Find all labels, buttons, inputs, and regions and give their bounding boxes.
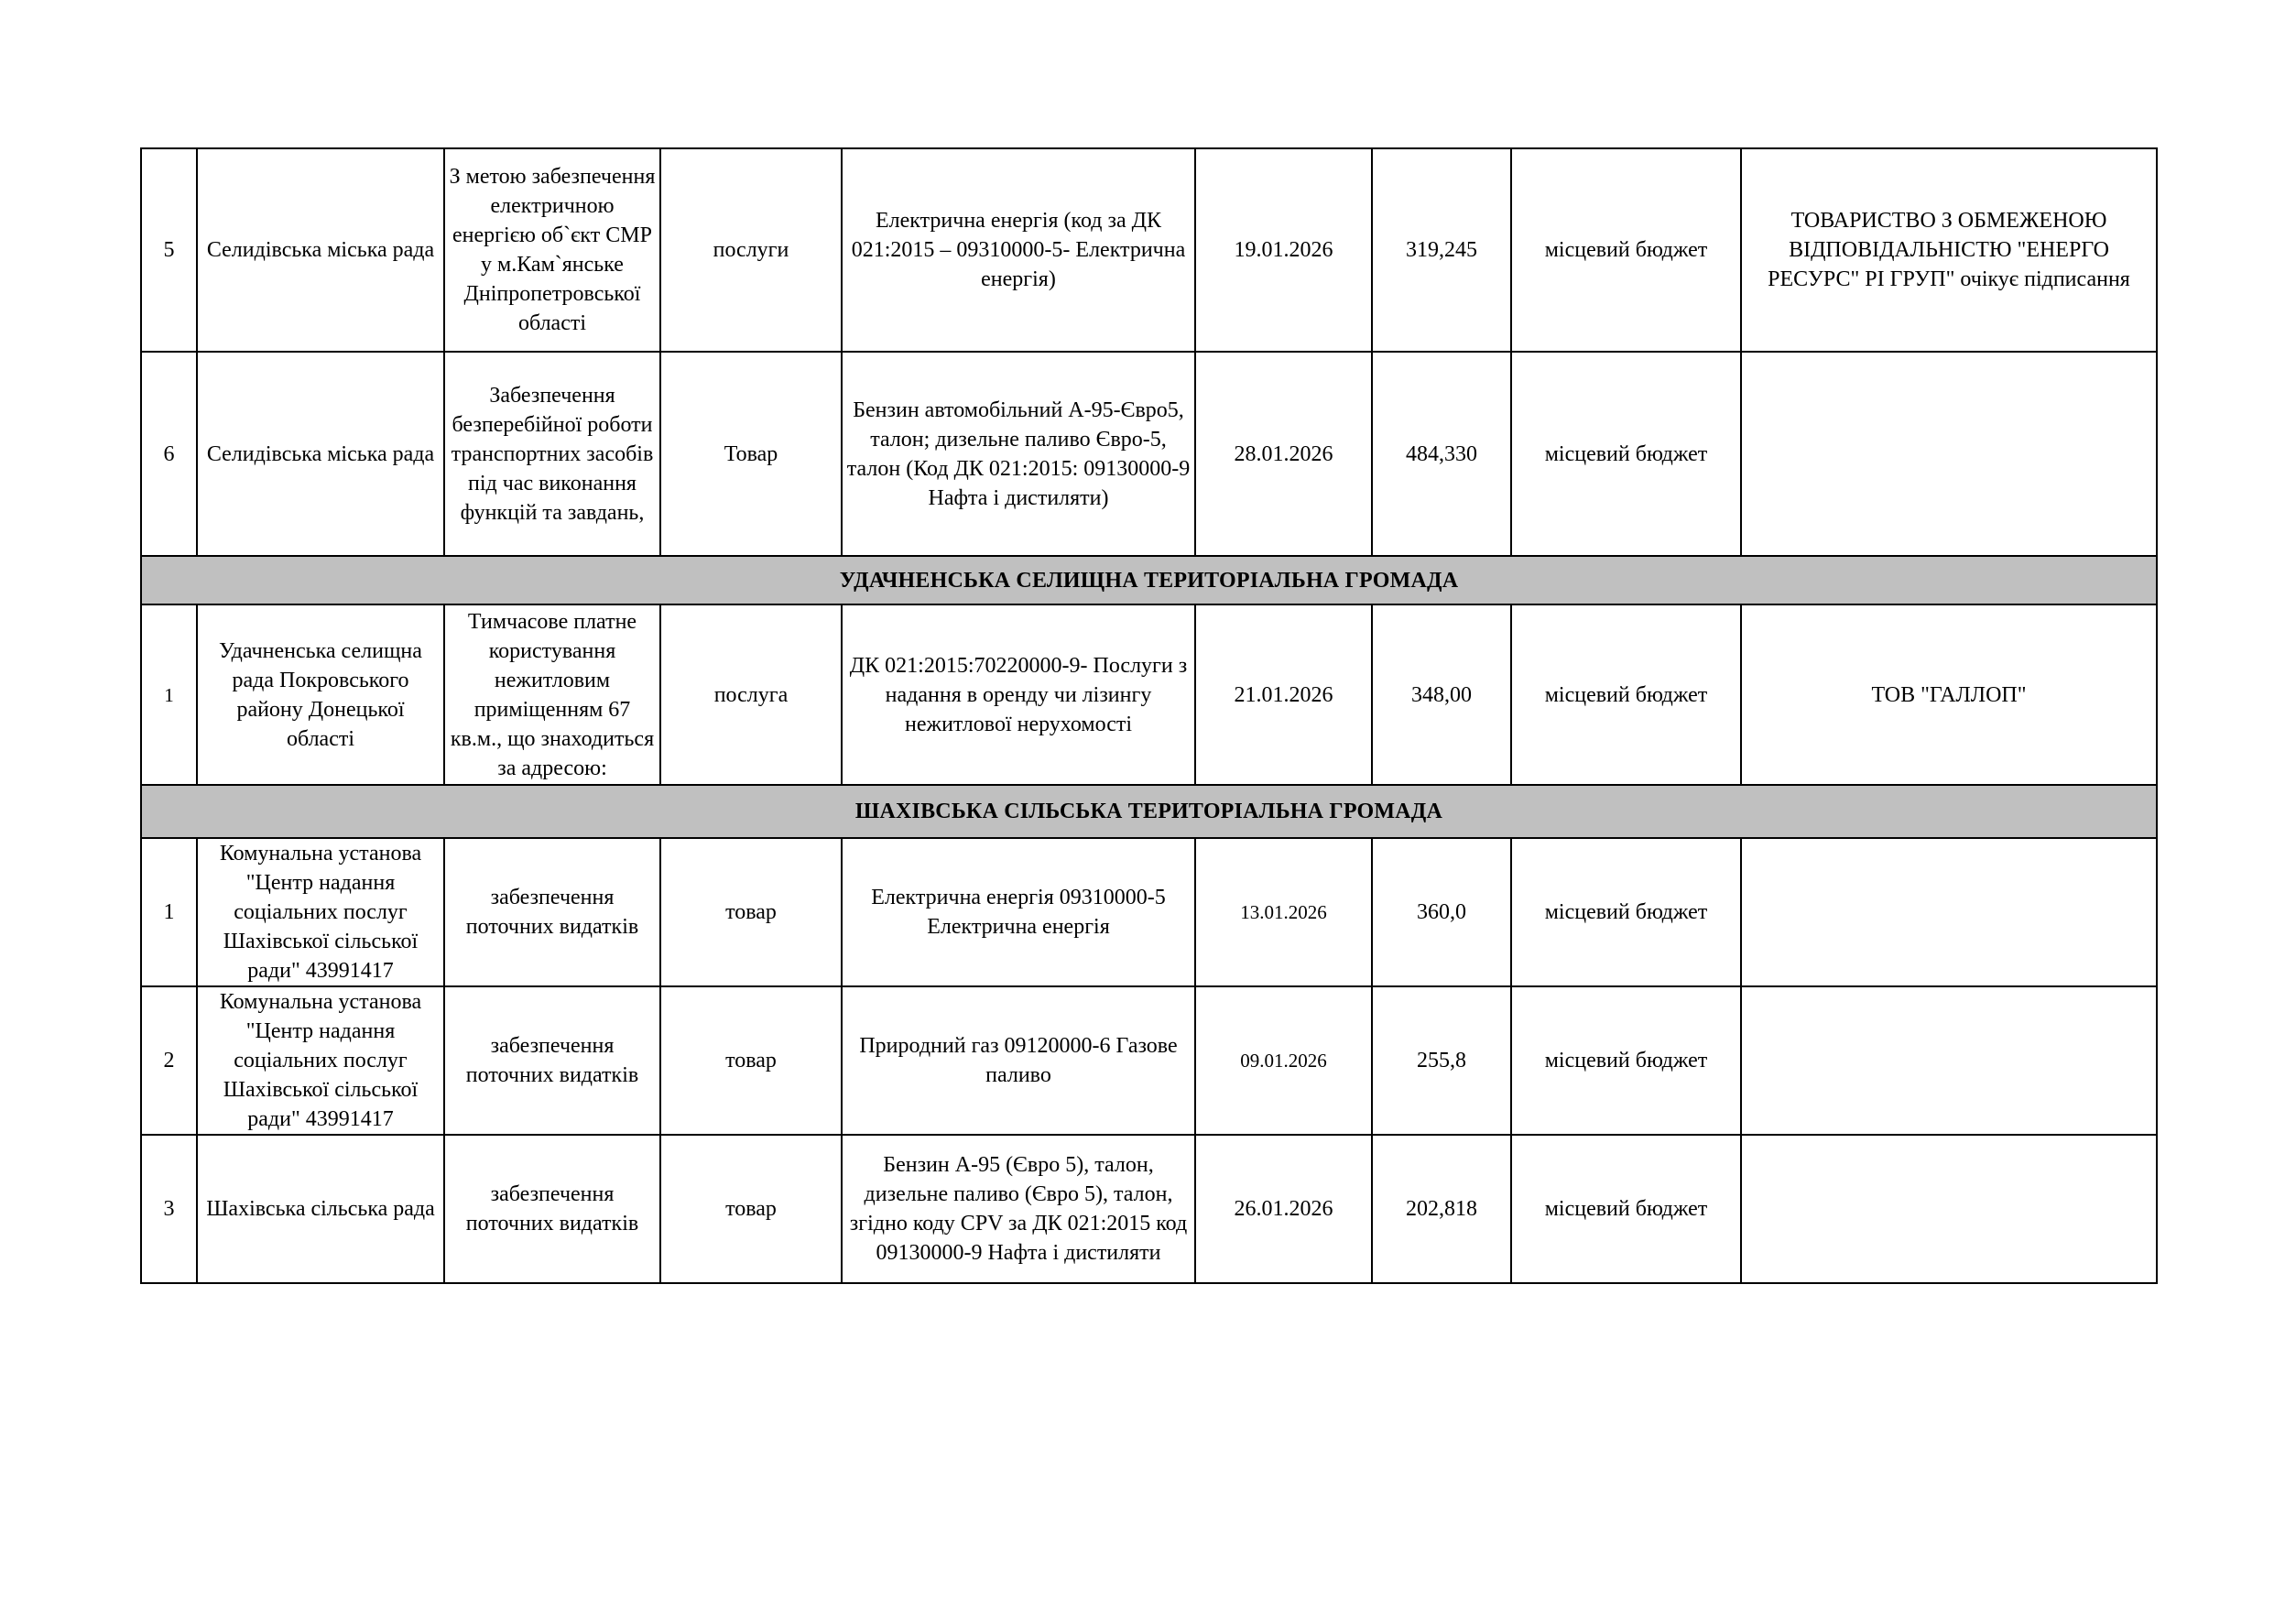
subject-cell: Бензин автомобільний А-95-Євро5, талон; дизельне паливо Євро-5, талон (Код ДК 021:2015: 09130000-9 Нафта і дистиляти): [842, 352, 1195, 556]
amount-cell: 255,8: [1372, 986, 1511, 1135]
purpose-text: Забезпечення безперебійної роботи транспортних засобів під час виконання функцій та завдань,: [451, 383, 654, 525]
type-cell: послуги: [660, 148, 842, 352]
purpose-text: З метою забезпечення електричною енергією об`єкт СМР у м.Кам`янське Дніпропетровської області: [449, 165, 656, 335]
customer-cell: Шахівська сільська рада: [197, 1135, 444, 1283]
purpose-cell: [444, 352, 660, 556]
subject-cell: Бензин А-95 (Євро 5), талон, дизельне паливо (Євро 5), талон, згідно коду CPV за ДК 021:2015 код 09130000-9 Нафта і дистиляти: [842, 1135, 1195, 1283]
source-cell: місцевий бюджет: [1511, 604, 1741, 785]
purpose-cell: забезпечення поточних видатків: [444, 986, 660, 1135]
type-cell: товар: [660, 986, 842, 1135]
subject-cell: Електрична енергія (код за ДК 021:2015 – 09310000-5- Електрична енергія): [842, 148, 1195, 352]
date-cell: 26.01.2026: [1195, 1135, 1372, 1283]
table-row: [141, 604, 2157, 785]
source-cell: місцевий бюджет: [1511, 1135, 1741, 1283]
source-cell: місцевий бюджет: [1511, 352, 1741, 556]
date-cell: 09.01.2026: [1195, 986, 1372, 1135]
table-row: [141, 986, 2157, 1135]
date-cell: 13.01.2026: [1195, 838, 1372, 986]
source-cell: місцевий бюджет: [1511, 986, 1741, 1135]
source-cell: місцевий бюджет: [1511, 838, 1741, 986]
row-number: 6: [141, 352, 197, 556]
row-number: 1: [141, 604, 197, 785]
amount-cell: 202,818: [1372, 1135, 1511, 1283]
section-title: УДАЧНЕНСЬКА СЕЛИЩНА ТЕРИТОРІАЛЬНА ГРОМАДА: [141, 556, 2157, 604]
source-cell: місцевий бюджет: [1511, 148, 1741, 352]
customer-cell: Комунальна установа "Центр надання соціальних послуг Шахівської сільської ради" 43991417: [197, 986, 444, 1135]
purpose-cell: забезпечення поточних видатків: [444, 838, 660, 986]
section-header-row: [141, 785, 2157, 838]
winner-cell: ТОВАРИСТВО З ОБМЕЖЕНОЮ ВІДПОВІДАЛЬНІСТЮ "ЕНЕРГО РЕСУРС" РІ ГРУП" очікує підписання: [1741, 148, 2157, 352]
procurement-table: [140, 147, 2158, 1284]
type-cell: товар: [660, 838, 842, 986]
table-row: [141, 148, 2157, 352]
winner-cell: [1741, 986, 2157, 1135]
amount-cell: 484,330: [1372, 352, 1511, 556]
section-header-row: [141, 556, 2157, 604]
winner-cell: [1741, 838, 2157, 986]
type-cell: Товар: [660, 352, 842, 556]
amount-cell: 348,00: [1372, 604, 1511, 785]
customer-cell: Селидівська міська рада: [197, 352, 444, 556]
purpose-cell: [444, 604, 660, 785]
subject-cell: Електрична енергія 09310000-5 Електрична енергія: [842, 838, 1195, 986]
purpose-text: Тимчасове платне користування нежитловим приміщенням 67 кв.м., що знаходиться за адресою:: [450, 609, 655, 780]
winner-cell: [1741, 1135, 2157, 1283]
table-row: [141, 1135, 2157, 1283]
amount-cell: 319,245: [1372, 148, 1511, 352]
type-cell: послуга: [660, 604, 842, 785]
date-cell: 28.01.2026: [1195, 352, 1372, 556]
row-number: 5: [141, 148, 197, 352]
row-number: 1: [141, 838, 197, 986]
purpose-cell: [444, 148, 660, 352]
purpose-cell: забезпечення поточних видатків: [444, 1135, 660, 1283]
row-number: 2: [141, 986, 197, 1135]
amount-cell: 360,0: [1372, 838, 1511, 986]
date-cell: 19.01.2026: [1195, 148, 1372, 352]
section-title: ШАХІВСЬКА СІЛЬСЬКА ТЕРИТОРІАЛЬНА ГРОМАДА: [141, 785, 2157, 838]
date-cell: 21.01.2026: [1195, 604, 1372, 785]
winner-cell: [1741, 352, 2157, 556]
row-number: 3: [141, 1135, 197, 1283]
winner-cell: ТОВ "ГАЛЛОП": [1741, 604, 2157, 785]
table-row: [141, 838, 2157, 986]
customer-cell: Селидівська міська рада: [197, 148, 444, 352]
subject-cell: Природний газ 09120000-6 Газове паливо: [842, 986, 1195, 1135]
table-row: [141, 352, 2157, 556]
customer-cell: Комунальна установа "Центр надання соціальних послуг Шахівської сільської ради" 43991417: [197, 838, 444, 986]
customer-cell: Удачненська селищна рада Покровського району Донецької області: [197, 604, 444, 785]
type-cell: товар: [660, 1135, 842, 1283]
subject-cell: ДК 021:2015:70220000-9- Послуги з надання в оренду чи лізингу нежитлової нерухомості: [842, 604, 1195, 785]
